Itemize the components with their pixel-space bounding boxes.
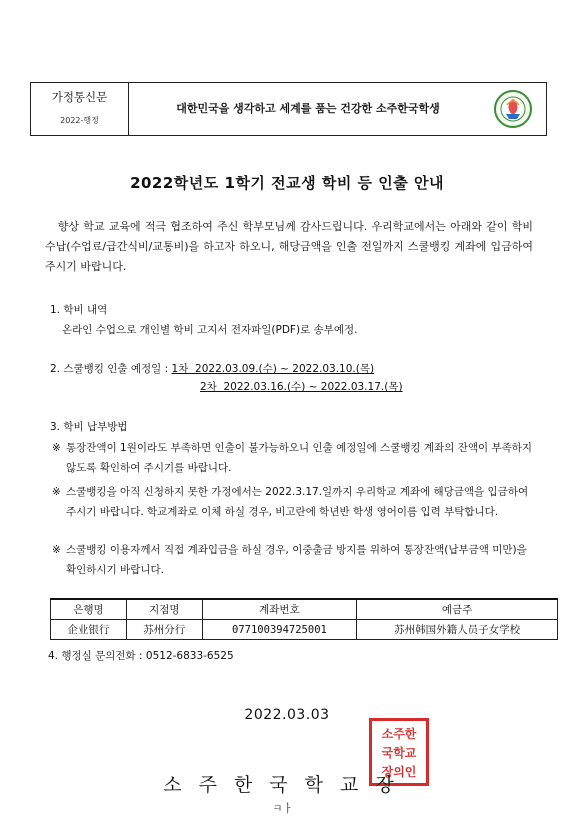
intro-text: 향상 학교 교육에 적극 협조하여 주신 학부모님께 감사드립니다. 우리학교에서는 아래와 같이 학비수납(수업료/급간식비/교통비)을 하고자 하오니, 해당금액을 인출 전일까지 스쿨뱅킹 계좌에 입금하여 주시기 바랍니다. <box>45 220 533 273</box>
section2-row1 <box>50 361 374 376</box>
payment-note <box>48 540 538 580</box>
seal-line: 국학교 <box>381 746 417 760</box>
contact-info: 4. 행정실 문의전화 : 0512-6833-6525 <box>48 650 234 662</box>
intro-paragraph <box>45 217 533 277</box>
table-row <box>51 620 558 640</box>
table-header-row <box>51 599 558 620</box>
note-text: 스쿨뱅킹을 아직 신청하지 못한 가정에서는 2022.3.17.일까지 우리학교 계좌에 해당금액을 입금하여 주시기 바랍니다. 학교계좌로 이체 하실 경우, 비고란에 학년반 학생 영어이름 입력 부탁합니다. <box>66 486 529 518</box>
doc-number: 2022-행정 <box>60 116 99 125</box>
section2-heading: 2. 스쿨뱅킹 인출 예정일 : <box>50 363 172 375</box>
section3-heading: 3. 학비 납부방법 <box>50 421 128 433</box>
note-mark: ※ <box>52 486 61 498</box>
cell-holder: 苏州韩国外籍人员子女学校 <box>357 620 558 640</box>
document-title: 2022학년도 1학기 전교생 학비 등 인출 안내 <box>130 174 444 192</box>
bank-account-table <box>50 598 558 640</box>
col-header-account: 계좌번호 <box>202 599 356 620</box>
cell-account-number: 077100394725001 <box>202 620 356 640</box>
note-mark: ※ <box>52 442 61 454</box>
note-text: 스쿨뱅킹 이용자께서 직접 계좌입금을 하실 경우, 이중출금 방지를 위하여 통장잔액(납부금액 미만)을 확인하시기 바랍니다. <box>66 544 527 576</box>
seal-line: 장의인 <box>381 765 417 779</box>
document-header <box>30 82 547 136</box>
section1-body: 온라인 수업으로 개인별 학비 고지서 전자파일(PDF)로 송부예정. <box>62 324 358 336</box>
col-header-branch: 지점명 <box>126 599 202 620</box>
withdrawal-round1: 1차 2022.03.09.(수) ~ 2022.03.10.(목) <box>171 363 375 375</box>
cell-bank: 企业银行 <box>51 620 127 640</box>
section1-heading: 1. 학비 내역 <box>50 304 108 316</box>
school-principal-name: 소주한국학교장 <box>163 774 411 796</box>
school-logo-icon <box>493 89 533 129</box>
col-header-bank: 은행명 <box>51 599 127 620</box>
note-text: 통장잔액이 1원이라도 부족하면 인출이 불가능하오니 인출 예정일에 스쿨뱅킹 계좌의 잔액이 부족하지 않도록 확인하여 주시기를 바랍니다. <box>66 442 533 474</box>
school-motto: 대한민국을 생각하고 세계를 품는 건강한 소주한국학생 <box>176 102 440 115</box>
payment-note <box>48 438 538 478</box>
cut-off-text: ㅋㅏ <box>272 802 294 815</box>
cell-branch: 苏州分行 <box>126 620 202 640</box>
payment-note <box>48 482 538 522</box>
doc-type-box <box>31 83 129 135</box>
doc-type-label: 가정통신문 <box>51 90 108 104</box>
withdrawal-round2: 2차 2022.03.16.(수) ~ 2022.03.17.(목) <box>200 381 403 393</box>
note-mark: ※ <box>52 544 61 556</box>
col-header-holder: 예금주 <box>357 599 558 620</box>
seal-line: 소주한 <box>381 727 417 741</box>
document-date: 2022.03.03 <box>244 707 330 723</box>
